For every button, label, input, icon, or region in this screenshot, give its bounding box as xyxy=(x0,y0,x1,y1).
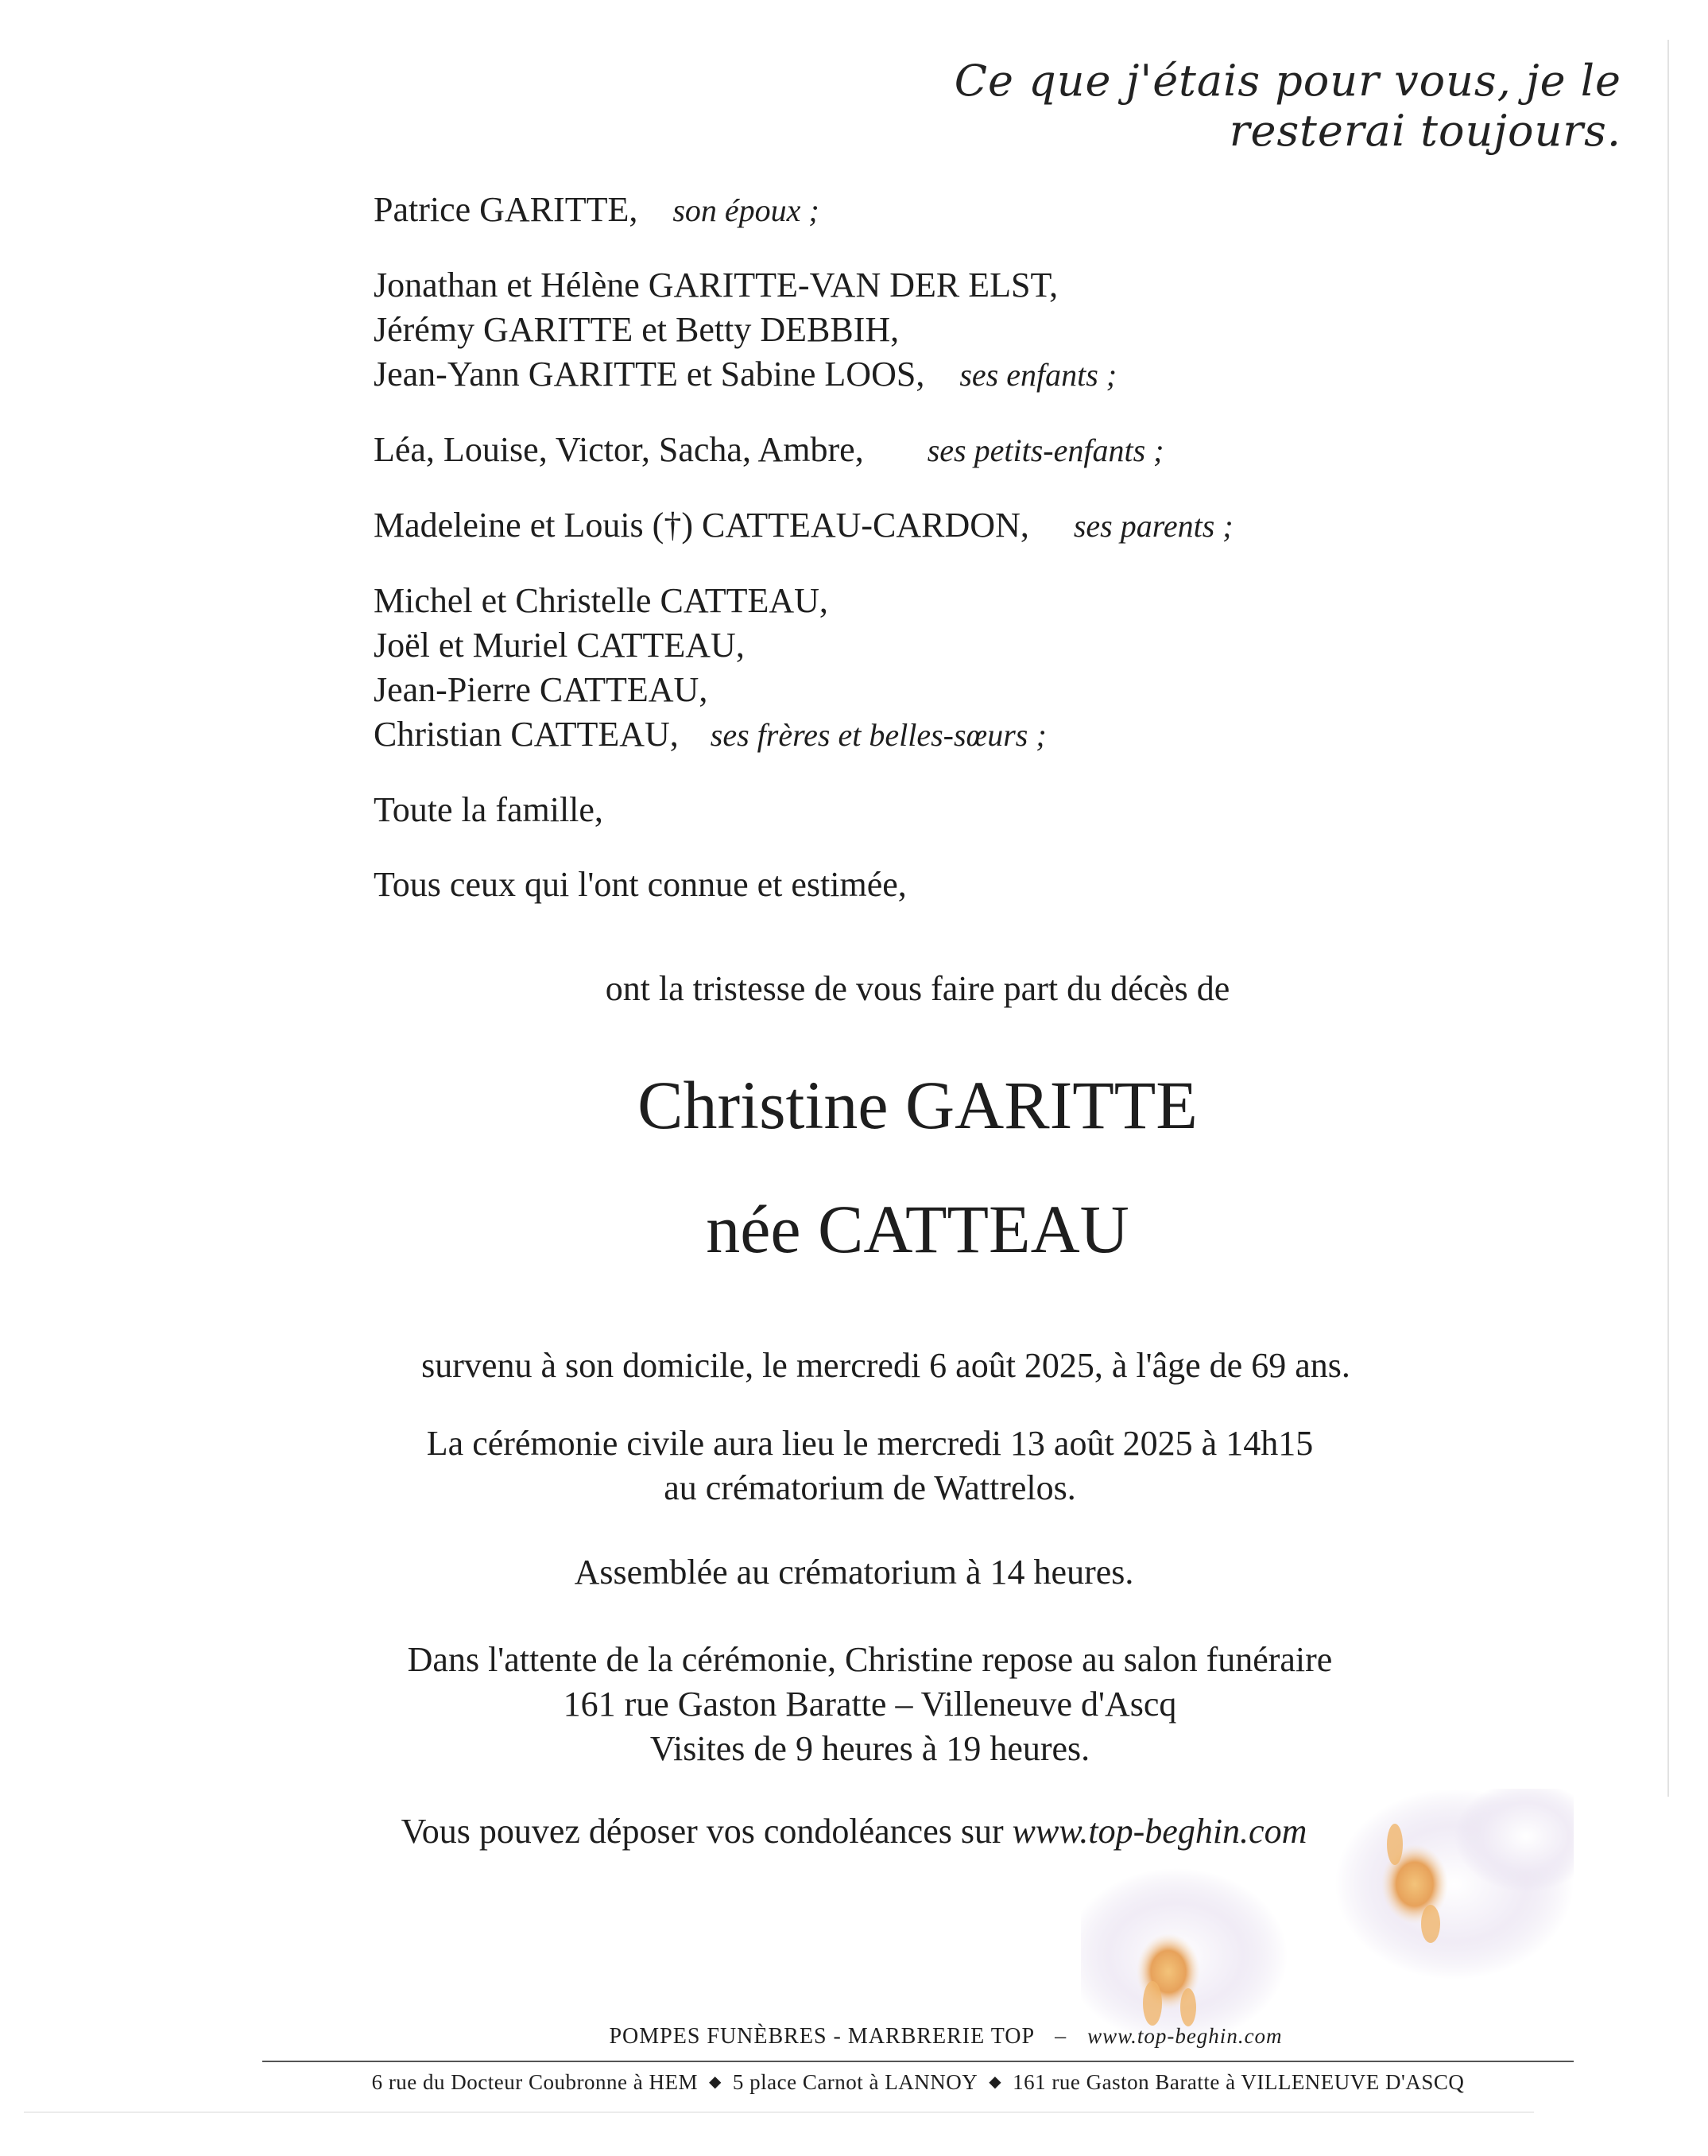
family-group-all xyxy=(374,788,1566,832)
family-group-acquaintances xyxy=(374,863,1566,907)
wake-info xyxy=(16,1638,1708,1771)
condolences-text: Vous pouvez déposer vos condoléances sur xyxy=(401,1812,1004,1851)
page-edge-right xyxy=(1667,40,1669,1797)
motto-quote: Ce que j'étais pour vous, je le resterai toujours. xyxy=(954,56,1621,156)
family-relation: ses parents ; xyxy=(1073,508,1234,544)
family-names: Joël et Muriel CATTEAU, xyxy=(374,626,745,665)
family-names: Jean-Yann GARITTE et Sabine LOOS, xyxy=(374,355,925,394)
footer-dash: – xyxy=(1055,2024,1067,2049)
footer-company: POMPES FUNÈBRES - MARBRERIE TOP xyxy=(609,2024,1035,2049)
family-relation: ses petits-enfants ; xyxy=(927,432,1164,468)
announcement: ont la tristesse de vous faire part du décès de xyxy=(605,969,1230,1008)
ceremony-line: au crématorium de Wattrelos. xyxy=(664,1468,1076,1507)
family-names: Christian CATTEAU, xyxy=(374,715,679,754)
diamond-icon: ◆ xyxy=(708,2073,722,2091)
footer-company-line xyxy=(548,2024,1343,2049)
footer-address: 6 rue du Docteur Coubronne à HEM xyxy=(371,2070,698,2094)
orchid-flowers-image xyxy=(1081,1789,1574,2051)
family-names: Jonathan et Hélène GARITTE-VAN DER ELST, xyxy=(374,266,1059,304)
footer-website-link[interactable]: www.top-beghin.com xyxy=(1087,2024,1283,2048)
family-relation: son époux ; xyxy=(672,192,819,228)
family-group-spouse xyxy=(374,188,1566,233)
deceased-maiden-name: née CATTEAU xyxy=(706,1191,1129,1267)
death-notice: survenu à son domicile, le mercredi 6 août 2025, à l'âge de 69 ans. xyxy=(421,1346,1350,1385)
deceased-name: Christine GARITTE xyxy=(637,1067,1198,1143)
assembly-info: Assemblée au crématorium à 14 heures. xyxy=(574,1553,1134,1592)
wake-line: 161 rue Gaston Baratte – Villeneuve d'Ascq xyxy=(563,1685,1177,1724)
family-names: Michel et Christelle CATTEAU, xyxy=(374,581,828,620)
family-names: Jean-Pierre CATTEAU, xyxy=(374,670,708,709)
family-names: Madeleine et Louis (†) CATTEAU-CARDON, xyxy=(374,506,1029,545)
family-names: Toute la famille, xyxy=(374,790,603,829)
page-edge-bottom xyxy=(24,2111,1534,2113)
family-group-children xyxy=(374,263,1566,397)
wake-line: Visites de 9 heures à 19 heures. xyxy=(649,1729,1090,1768)
wake-line: Dans l'attente de la cérémonie, Christine repose au salon funéraire xyxy=(407,1640,1333,1679)
family-group-grandchildren xyxy=(374,428,1566,473)
family-list xyxy=(374,188,1566,937)
condolences-link[interactable]: www.top-beghin.com xyxy=(1012,1812,1307,1851)
footer-address: 5 place Carnot à LANNOY xyxy=(732,2070,978,2094)
footer-addresses xyxy=(262,2070,1574,2095)
family-relation: ses enfants ; xyxy=(959,357,1117,393)
footer-address: 161 rue Gaston Baratte à VILLENEUVE D'ASCQ xyxy=(1013,2070,1465,2094)
diamond-icon: ◆ xyxy=(989,2073,1002,2091)
family-group-parents xyxy=(374,503,1566,549)
footer-divider xyxy=(262,2061,1574,2062)
family-names: Jérémy GARITTE et Betty DEBBIH, xyxy=(374,310,900,349)
ceremony-info xyxy=(16,1421,1708,1510)
family-group-siblings xyxy=(374,579,1566,758)
family-names: Patrice GARITTE, xyxy=(374,190,638,229)
family-names: Tous ceux qui l'ont connue et estimée, xyxy=(374,865,907,904)
family-names: Léa, Louise, Victor, Sacha, Ambre, xyxy=(374,430,864,469)
family-relation: ses frères et belles-sœurs ; xyxy=(710,717,1047,753)
ceremony-line: La cérémonie civile aura lieu le mercredi 13 août 2025 à 14h15 xyxy=(426,1424,1314,1463)
